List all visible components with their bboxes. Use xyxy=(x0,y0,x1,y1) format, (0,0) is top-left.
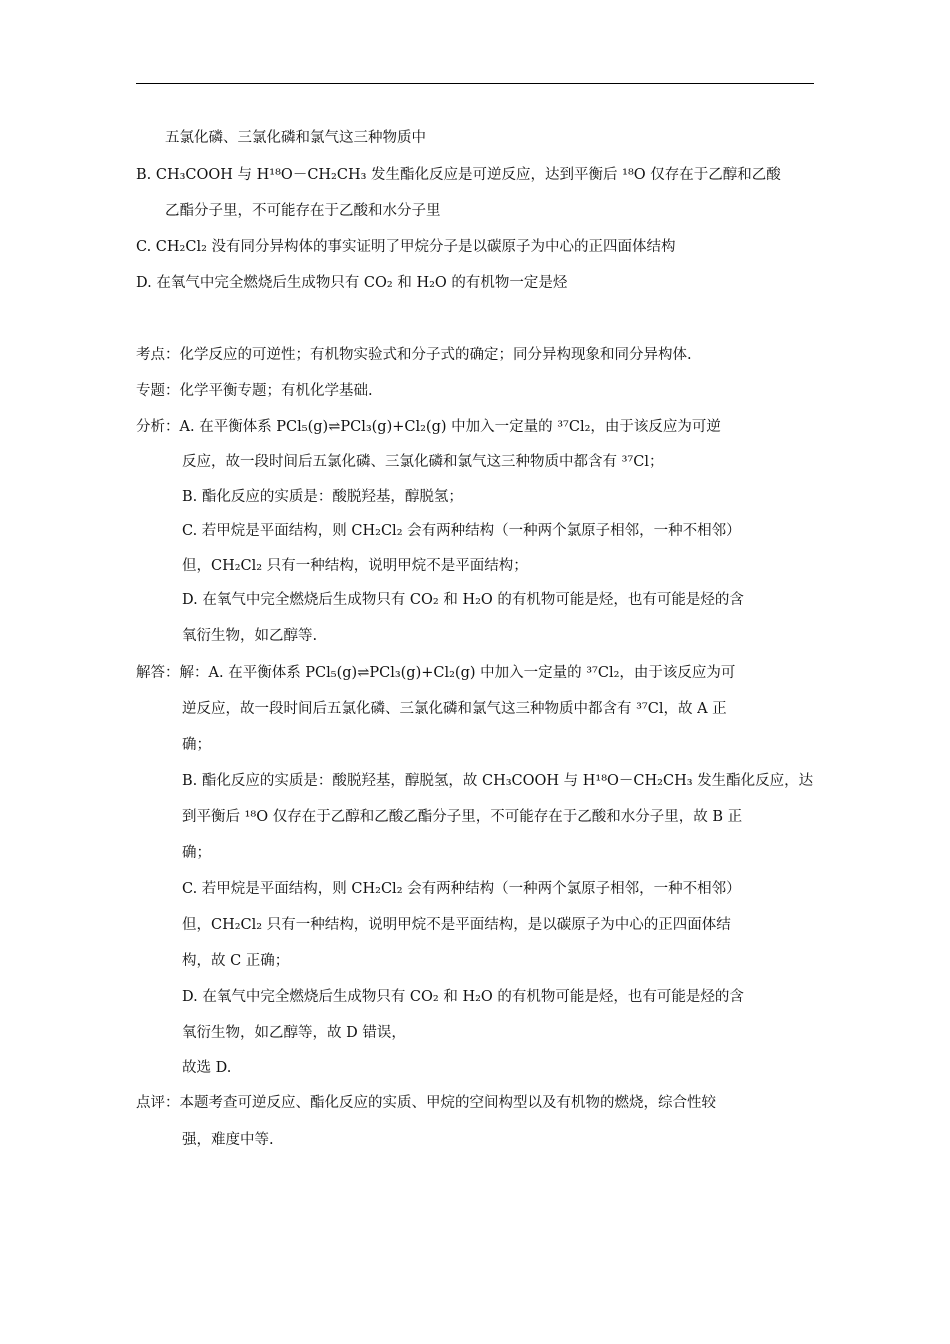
analysis-c-line-2: 但，CH₂Cl₂ 只有一种结构，说明甲烷不是平面结构； xyxy=(182,558,528,574)
analysis-d-line-1: D. 在氧气中完全燃烧后生成物只有 CO₂ 和 H₂O 的有机物可能是烃，也有可能是烃的含 xyxy=(182,592,744,608)
answer-c-line-3: 构，故 C 正确； xyxy=(182,953,290,969)
answer-d-line-1: D. 在氧气中完全燃烧后生成物只有 CO₂ 和 H₂O 的有机物可能是烃，也有可能是烃的含 xyxy=(182,989,744,1005)
kaodian-line: 考点：化学反应的可逆性；有机物实验式和分子式的确定；同分异构现象和同分异构体. xyxy=(136,347,692,363)
answer-c-line-1: C. 若甲烷是平面结构，则 CH₂Cl₂ 会有两种结构（一种两个氯原子相邻，一种不相邻） xyxy=(182,881,741,897)
analysis-a-line-2: 反应，故一段时间后五氯化磷、三氯化磷和氯气这三种物质中都含有 ³⁷Cl； xyxy=(182,454,664,470)
analysis-c-line-1: C. 若甲烷是平面结构，则 CH₂Cl₂ 会有两种结构（一种两个氯原子相邻，一种不相邻） xyxy=(182,523,741,539)
option-b-line-2: 乙酯分子里，不可能存在于乙酸和水分子里 xyxy=(165,203,441,219)
answer-b-line-2: 到平衡后 ¹⁸O 仅存在于乙醇和乙酸乙酯分子里，不可能存在于乙酸和水分子里，故 B 正 xyxy=(182,809,743,825)
answer-choice: 故选 D. xyxy=(182,1060,232,1076)
analysis-a-line-1: 分析：A. 在平衡体系 PCl₅(g)⇌PCl₃(g)+Cl₂(g) 中加入一定量的 ³⁷Cl₂，由于该反应为可逆 xyxy=(136,419,721,435)
comment-line-2: 强，难度中等. xyxy=(182,1132,274,1148)
answer-c-line-2: 但，CH₂Cl₂ 只有一种结构，说明甲烷不是平面结构，是以碳原子为中心的正四面体结 xyxy=(182,917,731,933)
option-b-line-1: B. CH₃COOH 与 H¹⁸O－CH₂CH₃ 发生酯化反应是可逆反应，达到平衡后 ¹⁸O 仅存在于乙醇和乙酸 xyxy=(136,167,781,183)
analysis-b: B. 酯化反应的实质是：酸脱羟基，醇脱氢； xyxy=(182,489,463,505)
option-c: C. CH₂Cl₂ 没有同分异构体的事实证明了甲烷分子是以碳原子为中心的正四面体结构 xyxy=(136,239,676,255)
option-a-continuation: 五氯化磷、三氯化磷和氯气这三种物质中 xyxy=(165,130,426,146)
answer-a-line-1: 解答：解：A. 在平衡体系 PCl₅(g)⇌PCl₃(g)+Cl₂(g) 中加入一定量的 ³⁷Cl₂，由于该反应为可 xyxy=(136,665,736,681)
answer-a-line-2: 逆反应，故一段时间后五氯化磷、三氯化磷和氯气这三种物质中都含有 ³⁷Cl，故 A 正 xyxy=(182,701,727,717)
answer-a-line-3: 确； xyxy=(182,737,211,753)
zhuanti-line: 专题：化学平衡专题；有机化学基础. xyxy=(136,383,373,399)
header-rule xyxy=(136,83,814,84)
answer-b-line-1: B. 酯化反应的实质是：酸脱羟基，醇脱氢，故 CH₃COOH 与 H¹⁸O－CH₂CH₃ 发生酯化反应，达 xyxy=(182,773,814,789)
answer-b-line-3: 确； xyxy=(182,845,211,861)
option-d: D. 在氧气中完全燃烧后生成物只有 CO₂ 和 H₂O 的有机物一定是烃 xyxy=(136,275,568,291)
answer-d-line-2: 氧衍生物，如乙醇等，故 D 错误， xyxy=(182,1025,406,1041)
comment-line-1: 点评：本题考查可逆反应、酯化反应的实质、甲烷的空间构型以及有机物的燃烧，综合性较 xyxy=(136,1095,716,1111)
analysis-d-line-2: 氧衍生物，如乙醇等. xyxy=(182,628,318,644)
